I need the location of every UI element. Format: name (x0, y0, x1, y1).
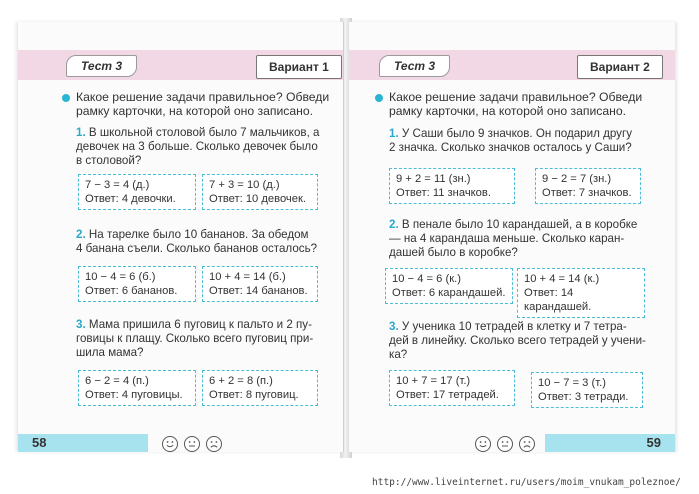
left-page (18, 22, 344, 452)
self-assessment-faces (475, 436, 535, 452)
smile-face-icon[interactable] (475, 436, 491, 452)
problem-1-text: 1. У Саши было 9 значков. Он подарил другу 2 значка. Сколько значков осталось у Саши? (389, 127, 632, 154)
answer-card[interactable]: 10 + 7 = 17 (т.) Ответ: 17 тетрадей. (389, 370, 515, 406)
page-number: 59 (545, 434, 675, 452)
answer-card[interactable]: 6 − 2 = 4 (п.) Ответ: 4 пуговицы. (78, 370, 196, 406)
problem-2-text: 2. На тарелке было 10 бананов. За обедом 4 банана съели. Сколько бананов осталось? (76, 228, 318, 255)
right-page (349, 22, 675, 452)
self-assessment-faces (162, 436, 222, 452)
answer-card[interactable]: 9 + 2 = 11 (зн.) Ответ: 11 значков. (389, 168, 515, 204)
bullet-icon (375, 94, 383, 102)
problem-2-text: 2. В пенале было 10 карандашей, а в коробке — на 4 карандаша меньше. Сколько каран- дашей было в коробке? (389, 218, 638, 259)
answer-card[interactable]: 7 + 3 = 10 (д.) Ответ: 10 девочек. (202, 174, 318, 210)
answer-card[interactable]: 10 + 4 = 14 (б.) Ответ: 14 бананов. (202, 266, 318, 302)
bullet-icon (62, 94, 70, 102)
test-label: Тест 3 (66, 55, 137, 77)
test-label: Тест 3 (379, 55, 450, 77)
smile-face-icon[interactable] (162, 436, 178, 452)
neutral-face-icon[interactable] (184, 436, 200, 452)
answer-card[interactable]: 10 − 7 = 3 (т.) Ответ: 3 тетради. (531, 372, 643, 408)
problem-1-text: 1. В школьной столовой было 7 мальчиков, а девочек на 3 больше. Сколько девочек было в столовой? (76, 126, 320, 167)
task-intro: Какое решение задачи правильное? Обведи рамку карточки, на которой оно записано. (76, 90, 330, 118)
watermark-url: http://www.liveinternet.ru/users/moim_vnukam_poleznoe/ (372, 477, 681, 488)
sad-face-icon[interactable] (206, 436, 222, 452)
problem-3-text: 3. Мама пришила 6 пуговиц к пальто и 2 пу- говицы к плащу. Сколько всего пуговиц при- шила мама? (76, 318, 314, 359)
task-intro: Какое решение задачи правильное? Обведи рамку карточки, на которой оно записано. (389, 90, 643, 118)
answer-card[interactable]: 10 + 4 = 14 (к.) Ответ: 14 карандашей. (517, 268, 645, 318)
answer-card[interactable]: 10 − 4 = 6 (б.) Ответ: 6 бананов. (78, 266, 196, 302)
sad-face-icon[interactable] (519, 436, 535, 452)
answer-card[interactable]: 10 − 4 = 6 (к.) Ответ: 6 карандашей. (385, 268, 513, 304)
neutral-face-icon[interactable] (497, 436, 513, 452)
problem-3-text: 3. У ученика 10 тетрадей в клетку и 7 тетра- дей в линейку. Сколько всего тетрадей у учени- ка? (389, 320, 646, 361)
answer-card[interactable]: 9 − 2 = 7 (зн.) Ответ: 7 значков. (535, 168, 641, 204)
variant-label: Вариант 1 (256, 55, 342, 79)
answer-card[interactable]: 6 + 2 = 8 (п.) Ответ: 8 пуговиц. (202, 370, 318, 406)
page-number: 58 (18, 434, 148, 452)
answer-card[interactable]: 7 − 3 = 4 (д.) Ответ: 4 девочки. (78, 174, 196, 210)
variant-label: Вариант 2 (577, 55, 663, 79)
